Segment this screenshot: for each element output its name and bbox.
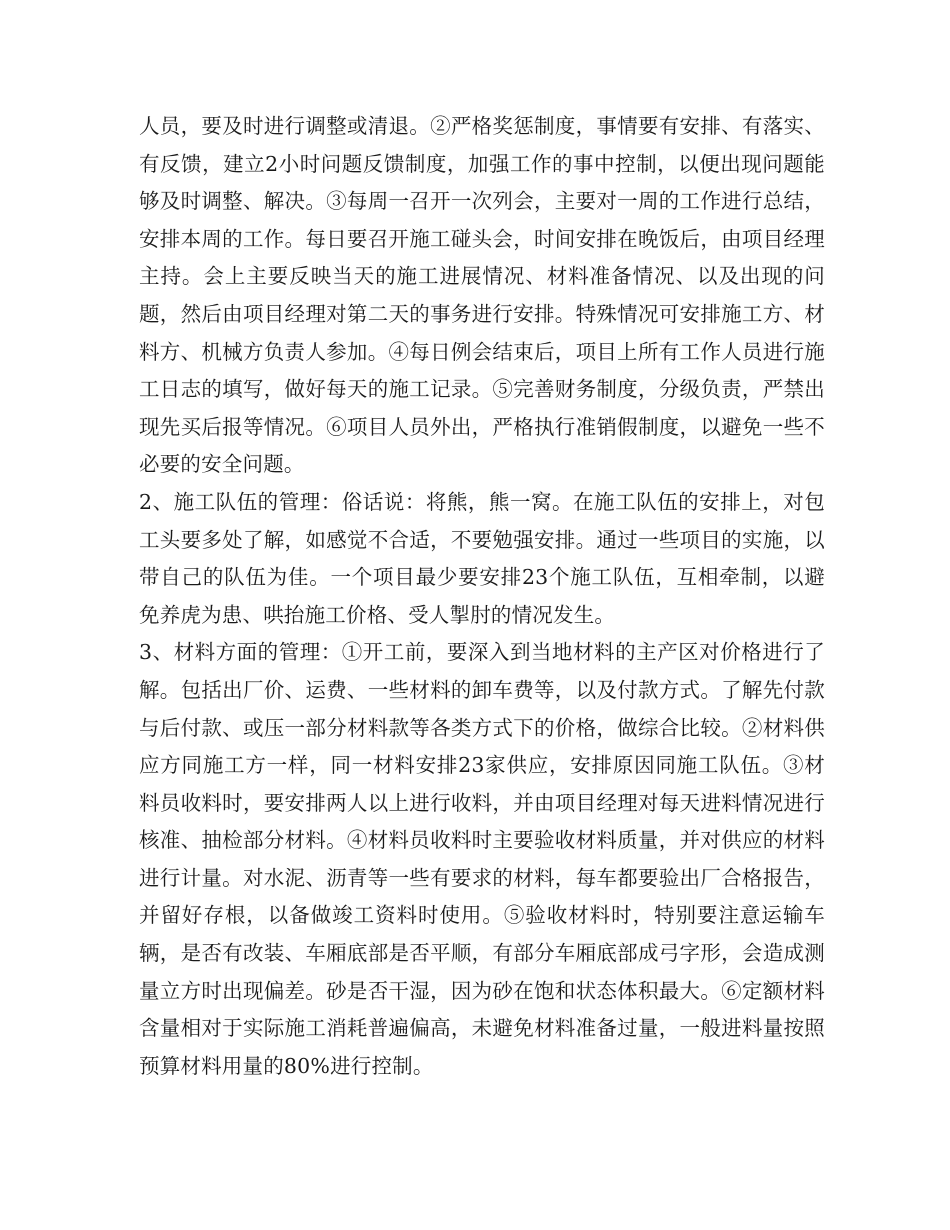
document-body [139,108,825,1085]
paragraph-personnel-management: 人员，要及时进行调整或清退。②严格奖惩制度，事情要有安排、有落实、有反馈，建立2小时问题反馈制度，加强工作的事中控制，以便出现问题能够及时调整、解决。③每周一召开一次列会，主要对一周的工作进行总结，安排本周的工作。每日要召开施工碰头会，时间安排在晚饭后，由项目经理主持。会上主要反映当天的施工进展情况、材料准备情况、以及出现的问题，然后由项目经理对第二天的事务进行安排。特殊情况可安排施工方、材料方、机械方负责人参加。④每日例会结束后，项目上所有工作人员进行施工日志的填写，做好每天的施工记录。⑤完善财务制度，分级负责，严禁出现先买后报等情况。⑥项目人员外出，严格执行准销假制度，以避免一些不必要的安全问题。 [139,114,825,477]
paragraph-team-management: 2、施工队伍的管理：俗话说：将熊，熊一窝。在施工队伍的安排上，对包工头要多处了解，如感觉不合适，不要勉强安排。通过一些项目的实施，以带自己的队伍为佳。一个项目最少要安排23个施工队伍，互相牵制，以避免养虎为患、哄抬施工价格、受人掣肘的情况发生。 [139,489,825,627]
paragraph-material-management: 3、材料方面的管理：①开工前，要深入到当地材料的主产区对价格进行了解。包括出厂价、运费、一些材料的卸车费等，以及付款方式。了解先付款与后付款、或压一部分材料款等各类方式下的价格，做综合比较。②材料供应方同施工方一样，同一材料安排23家供应，安排原因同施工队伍。③材料员收料时，要安排两人以上进行收料，并由项目经理对每天进料情况进行核准、抽检部分材料。④材料员收料时主要验收材料质量，并对供应的材料进行计量。对水泥、沥青等一些有要求的材料，每车都要验出厂合格报告，并留好存根，以备做竣工资料时使用。⑤验收材料时，特别要注意运输车辆，是否有改装、车厢底部是否平顺，有部分车厢底部成弓字形，会造成测量立方时出现偏差。砂是否干湿，因为砂在饱和状态体积最大。⑥定额材料含量相对于实际施工消耗普遍偏高，未避免材料准备过量，一般进料量按照预算材料用量的80%进行控制。 [139,640,825,1078]
